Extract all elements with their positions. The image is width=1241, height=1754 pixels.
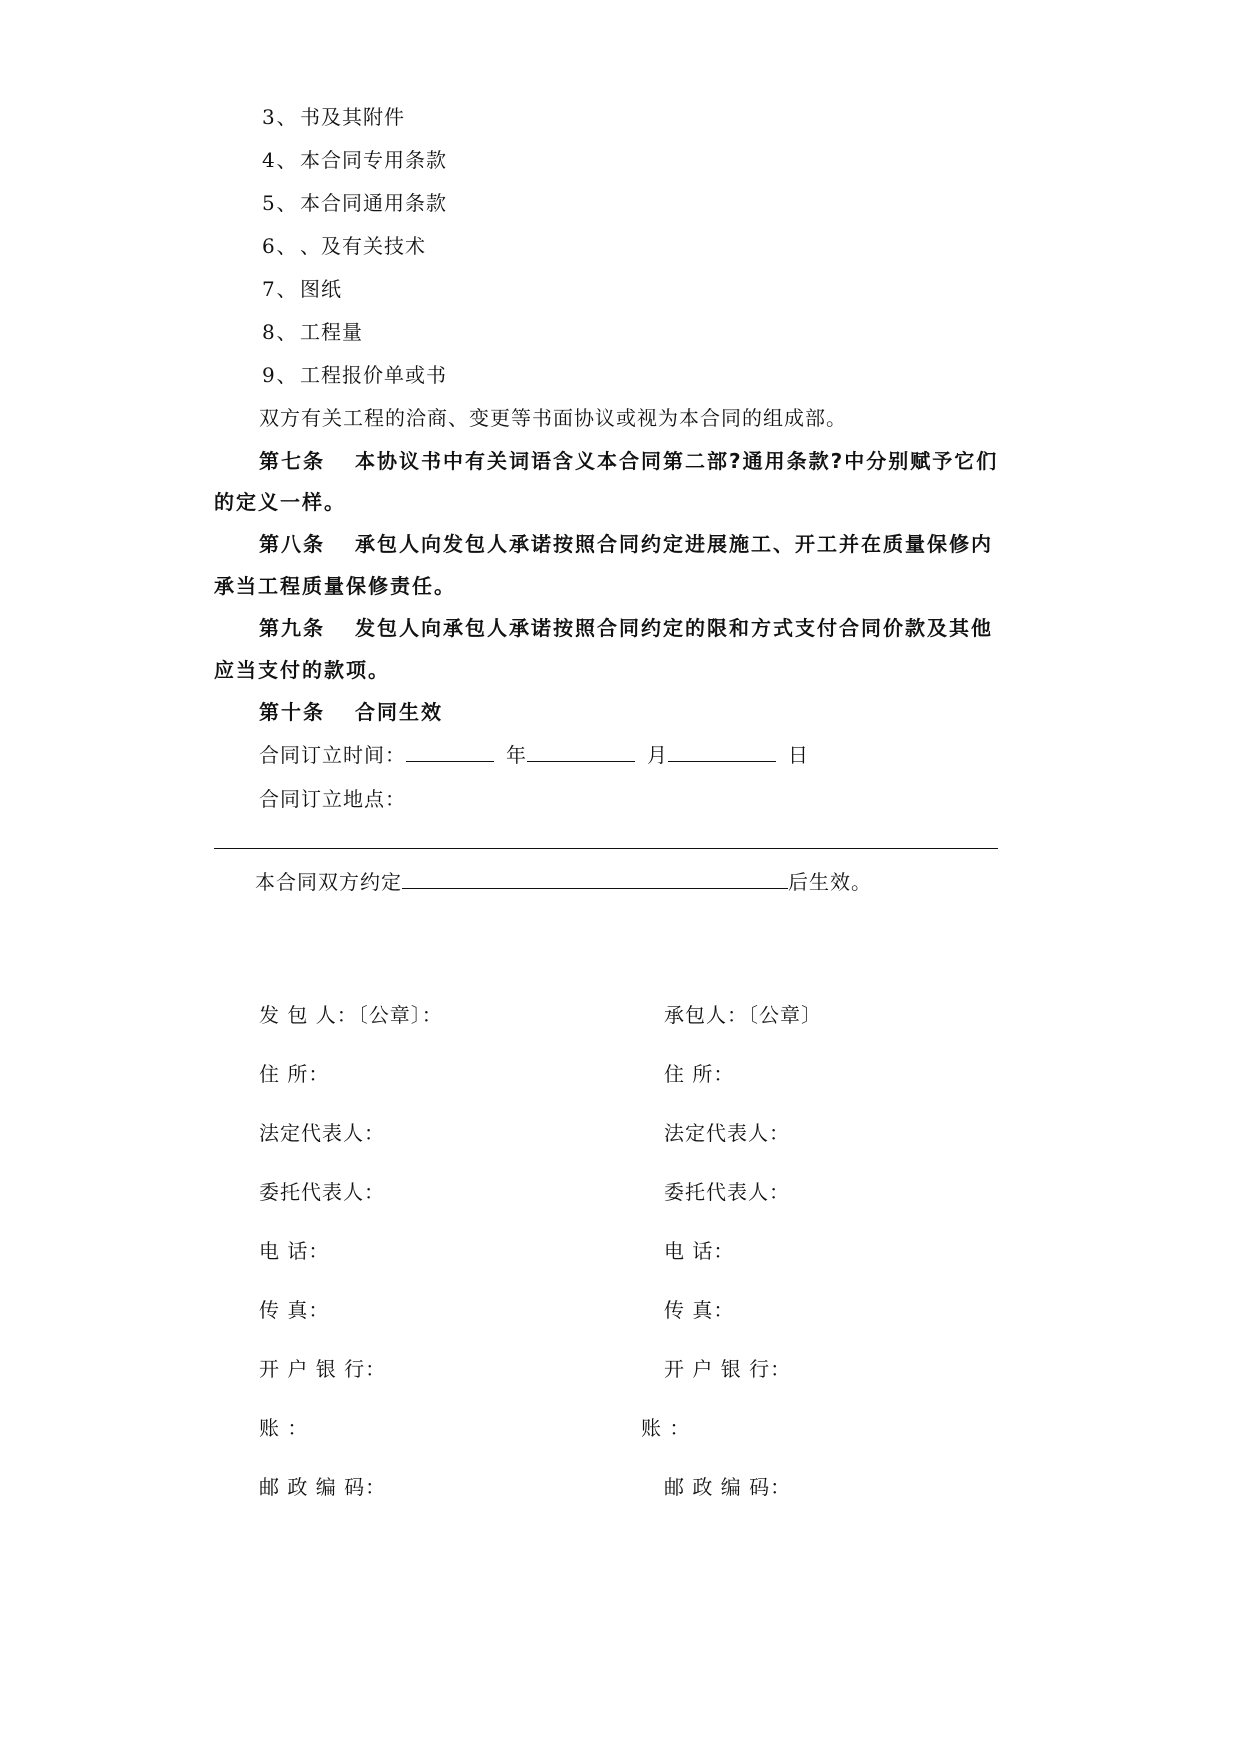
agreement-prefix: 本合同双方约定 <box>255 870 402 894</box>
effective-agreement-line <box>255 870 872 894</box>
article-10-text: 合同生效 <box>355 700 443 724</box>
list-item-number: 5 <box>262 191 276 215</box>
article-9-line-2: 应当支付的款项。 <box>214 658 390 682</box>
year-label: 年 <box>506 743 527 767</box>
article-10-label: 第十条 <box>259 700 325 724</box>
list-item <box>262 191 447 215</box>
contractor-fax-label: 传 真： <box>664 1298 735 1322</box>
agreement-blank[interactable] <box>402 870 788 889</box>
list-item-text: 图纸 <box>300 277 342 301</box>
contractor-party-label: 承包人：〔公章〕 <box>664 1003 822 1027</box>
list-item <box>262 105 405 129</box>
year-blank[interactable] <box>406 743 494 762</box>
month-label: 月 <box>647 743 668 767</box>
signing-date-label: 合同订立时间： <box>259 743 406 767</box>
list-item-text: 书及其附件 <box>300 105 405 129</box>
employer-bank-label: 开 户 银 行： <box>259 1357 387 1381</box>
list-item <box>262 363 447 387</box>
contractor-bank-label: 开 户 银 行： <box>664 1357 792 1381</box>
employer-phone-label: 电 话： <box>259 1239 330 1263</box>
list-item <box>262 234 426 258</box>
list-item-number: 7 <box>262 277 276 301</box>
list-item-number: 3 <box>262 105 276 129</box>
employer-legal-rep-label: 法定代表人： <box>259 1121 385 1145</box>
list-item-separator: 、 <box>276 320 298 344</box>
signing-date-line <box>259 743 809 767</box>
list-item <box>262 277 342 301</box>
list-item-text: 本合同通用条款 <box>300 191 447 215</box>
article-8-line-2: 承当工程质量保修责任。 <box>214 574 456 598</box>
employer-account-label: 账 ： <box>259 1416 309 1440</box>
article-7-line-2: 的定义一样。 <box>214 490 346 514</box>
composition-paragraph: 双方有关工程的洽商、变更等书面协议或视为本合同的组成部。 <box>259 406 847 430</box>
signing-place-label: 合同订立地点： <box>259 787 406 811</box>
article-8-text: 承包人向发包人承诺按照合同约定进展施工、开工并在质量保修内 <box>355 532 993 556</box>
contractor-postcode-label: 邮 政 编 码： <box>664 1475 792 1499</box>
employer-address-label: 住 所： <box>259 1062 330 1086</box>
contractor-agent-label: 委托代表人： <box>664 1180 790 1204</box>
employer-party-label: 发 包 人：〔公章〕： <box>259 1003 443 1027</box>
list-item-separator: 、 <box>276 191 298 215</box>
contractor-account-label: 账 ： <box>641 1416 691 1440</box>
list-item <box>262 148 447 172</box>
month-blank[interactable] <box>527 743 635 762</box>
article-7-line-1 <box>259 449 998 473</box>
list-item-separator: 、 <box>276 234 298 258</box>
employer-postcode-label: 邮 政 编 码： <box>259 1475 387 1499</box>
article-7-text: 本协议书中有关词语含义本合同第二部?通用条款?中分别赋予它们 <box>355 449 999 473</box>
list-item-separator: 、 <box>276 148 298 172</box>
list-item-number: 6 <box>262 234 276 258</box>
day-blank[interactable] <box>668 743 776 762</box>
list-item <box>262 320 363 344</box>
list-item-number: 4 <box>262 148 276 172</box>
contractor-phone-label: 电 话： <box>664 1239 735 1263</box>
contractor-address-label: 住 所： <box>664 1062 735 1086</box>
contractor-legal-rep-label: 法定代表人： <box>664 1121 790 1145</box>
list-item-text: 工程量 <box>300 320 363 344</box>
employer-fax-label: 传 真： <box>259 1298 330 1322</box>
employer-agent-label: 委托代表人： <box>259 1180 385 1204</box>
article-8-line-1 <box>259 532 993 556</box>
article-9-line-1 <box>259 616 993 640</box>
list-item-text: 、及有关技术 <box>300 234 426 258</box>
list-item-separator: 、 <box>276 363 298 387</box>
list-item-number: 8 <box>262 320 276 344</box>
agreement-suffix: 后生效。 <box>788 870 872 894</box>
list-item-text: 本合同专用条款 <box>300 148 447 172</box>
day-label: 日 <box>788 743 809 767</box>
list-item-separator: 、 <box>276 105 298 129</box>
signing-place-blank[interactable] <box>214 848 998 849</box>
list-item-text: 工程报价单或书 <box>300 363 447 387</box>
article-7-label: 第七条 <box>259 449 325 473</box>
list-item-separator: 、 <box>276 277 298 301</box>
article-9-text: 发包人向承包人承诺按照合同约定的限和方式支付合同价款及其他 <box>355 616 993 640</box>
article-9-label: 第九条 <box>259 616 325 640</box>
list-item-number: 9 <box>262 363 276 387</box>
article-10-line <box>259 700 443 724</box>
article-8-label: 第八条 <box>259 532 325 556</box>
